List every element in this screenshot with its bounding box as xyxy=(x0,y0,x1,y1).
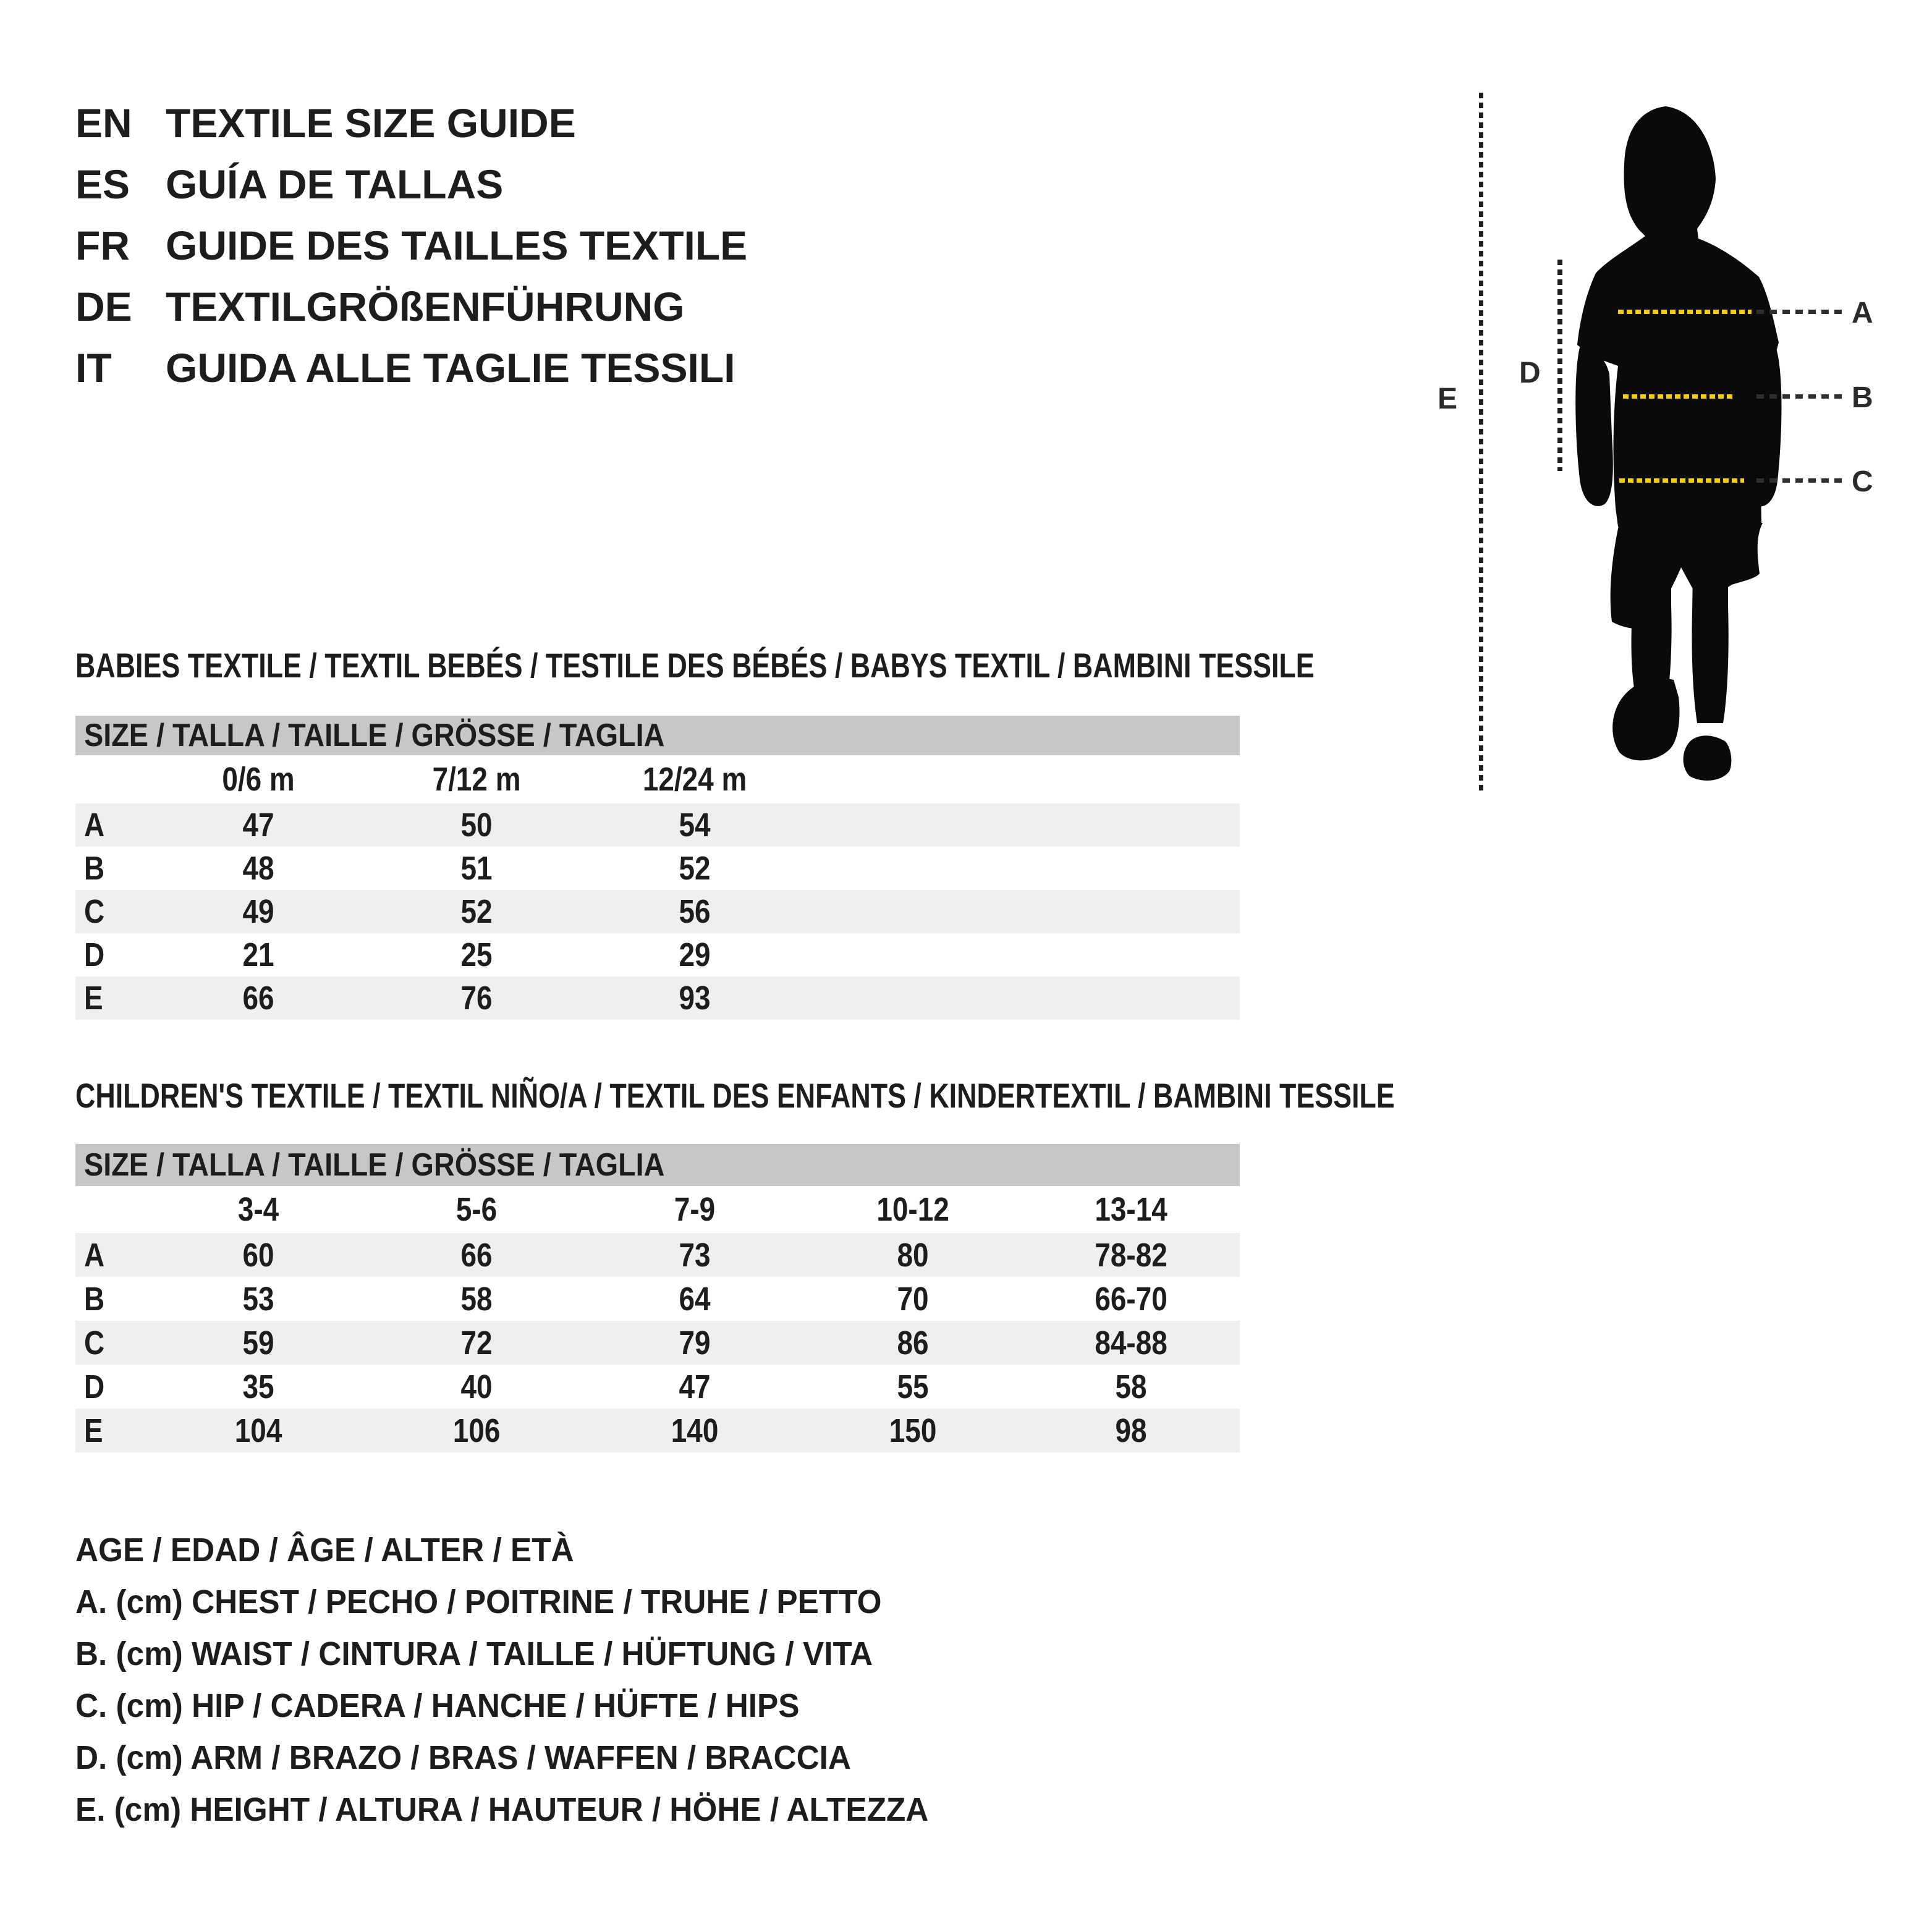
value-text: 93 xyxy=(679,980,711,1017)
value-text: 47 xyxy=(242,807,274,844)
value-text: 86 xyxy=(897,1324,929,1362)
value-text: 66 xyxy=(242,980,274,1017)
list-item xyxy=(75,337,747,399)
section-title-text: BABIES TEXTILE / TEXTIL BEBÉS / TESTILE DES BÉBÉS / BABYS TEXTIL / BAMBINI TESSILE xyxy=(75,646,1315,685)
value-cell xyxy=(368,1368,586,1406)
value-cell xyxy=(1022,1412,1240,1450)
measure-label-height: E xyxy=(1438,383,1458,415)
size-header-text: SIZE / TALLA / TAILLE / GRÖSSE / TAGLIA xyxy=(84,1147,665,1183)
column-header-text: 7-9 xyxy=(674,1191,716,1228)
value-cell xyxy=(150,892,368,931)
measure-label-arm: D xyxy=(1519,357,1541,389)
row-label-text: B xyxy=(84,1280,105,1318)
value-text: 59 xyxy=(242,1324,274,1362)
chest-measure-dashed-line xyxy=(1618,310,1752,314)
legend-text: B. (cm) WAIST / CINTURA / TAILLE / HÜFTUNG / VITA xyxy=(75,1635,873,1672)
value-text: 53 xyxy=(242,1280,274,1318)
value-cell xyxy=(368,892,586,931)
value-text: 21 xyxy=(242,936,274,973)
value-text: 55 xyxy=(897,1368,929,1405)
value-cell xyxy=(368,849,586,888)
value-cell xyxy=(586,1368,804,1406)
table-row xyxy=(75,847,1240,890)
row-label xyxy=(75,806,150,844)
value-cell xyxy=(1022,1368,1240,1406)
row-label-text: D xyxy=(84,936,105,973)
language-title: GUIDE DES TAILLES TEXTILE xyxy=(166,222,748,268)
waist-measure-leader-line xyxy=(1756,394,1844,399)
value-text: 50 xyxy=(460,807,493,844)
column-header xyxy=(803,1190,1022,1229)
value-text: 56 xyxy=(679,893,711,930)
language-title: GUIDA ALLE TAGLIE TESSILI xyxy=(166,345,735,391)
column-header-text: 0/6 m xyxy=(222,761,295,798)
row-label xyxy=(75,1412,150,1450)
row-label-text: E xyxy=(84,1412,103,1449)
row-label-text: A xyxy=(84,807,105,844)
language-title: GUÍA DE TALLAS xyxy=(166,161,504,207)
value-cell xyxy=(586,1412,804,1450)
list-item xyxy=(75,276,747,337)
value-cell xyxy=(1022,1280,1240,1318)
value-text: 58 xyxy=(1115,1368,1147,1405)
value-cell xyxy=(368,1280,586,1318)
section-title-text: CHILDREN'S TEXTILE / TEXTIL NIÑO/A / TEXTIL DES ENFANTS / KINDERTEXTIL / BAMBINI TESSILE xyxy=(75,1076,1395,1115)
column-header xyxy=(586,760,804,799)
measurement-legend xyxy=(75,1524,973,1836)
value-cell xyxy=(803,1368,1022,1406)
legend-text: D. (cm) ARM / BRAZO / BRAS / WAFFEN / BRACCIA xyxy=(75,1739,851,1776)
row-label-text: D xyxy=(84,1368,105,1405)
column-header xyxy=(150,1190,368,1229)
value-cell xyxy=(368,1236,586,1274)
legend-line-chest xyxy=(75,1576,973,1628)
value-text: 60 xyxy=(242,1236,274,1274)
column-header-text: 12/24 m xyxy=(642,761,747,798)
column-header xyxy=(368,760,586,799)
value-cell xyxy=(150,1236,368,1274)
value-cell xyxy=(803,1412,1022,1450)
value-cell xyxy=(803,1324,1022,1362)
value-cell xyxy=(1022,1324,1240,1362)
value-text: 35 xyxy=(242,1368,274,1405)
value-text: 104 xyxy=(235,1412,282,1449)
row-label-text: E xyxy=(84,980,103,1017)
babies-size-table xyxy=(75,716,1240,1020)
row-label-text: A xyxy=(84,1236,105,1274)
list-item xyxy=(75,215,747,276)
row-label xyxy=(75,1368,150,1406)
language-title-list xyxy=(75,93,747,399)
value-cell xyxy=(368,1324,586,1362)
column-header-text: 10-12 xyxy=(876,1191,949,1228)
legend-line-height xyxy=(75,1784,973,1836)
language-title: TEXTILGRÖßENFÜHRUNG xyxy=(166,284,685,329)
value-text: 84-88 xyxy=(1094,1324,1167,1362)
value-cell xyxy=(368,1412,586,1450)
column-header xyxy=(368,1190,586,1229)
table-header-bar xyxy=(75,716,1240,755)
row-label xyxy=(75,936,150,974)
row-label-text: C xyxy=(84,893,105,930)
measure-label-waist: B xyxy=(1852,381,1873,414)
value-text: 79 xyxy=(679,1324,711,1362)
row-label xyxy=(75,1280,150,1318)
table-header-bar xyxy=(75,1144,1240,1186)
table-row xyxy=(75,1365,1240,1409)
arm-measure-dotted-line xyxy=(1557,260,1562,471)
value-cell xyxy=(150,849,368,888)
value-text: 48 xyxy=(242,850,274,887)
value-cell xyxy=(586,1236,804,1274)
value-cell xyxy=(150,806,368,844)
chest-measure-leader-line xyxy=(1756,310,1844,314)
value-text: 40 xyxy=(460,1368,493,1405)
measure-label-hip: C xyxy=(1852,465,1873,498)
language-title: TEXTILE SIZE GUIDE xyxy=(166,100,576,146)
column-header-text: 5-6 xyxy=(456,1191,498,1228)
value-text: 106 xyxy=(452,1412,501,1449)
legend-text: E. (cm) HEIGHT / ALTURA / HAUTEUR / HÖHE / ALTEZZA xyxy=(75,1791,929,1828)
value-cell xyxy=(1022,1236,1240,1274)
row-label xyxy=(75,979,150,1017)
value-cell xyxy=(150,1412,368,1450)
column-header-text: 7/12 m xyxy=(432,761,521,798)
value-cell xyxy=(150,1324,368,1362)
value-cell xyxy=(586,892,804,931)
value-cell xyxy=(586,1324,804,1362)
value-text: 66-70 xyxy=(1094,1280,1167,1318)
table-row xyxy=(75,1233,1240,1277)
row-label xyxy=(75,849,150,888)
value-text: 51 xyxy=(460,850,493,887)
legend-line-waist xyxy=(75,1628,973,1680)
height-measure-dotted-line xyxy=(1479,93,1483,792)
table-row xyxy=(75,803,1240,847)
value-text: 58 xyxy=(460,1280,493,1318)
value-text: 64 xyxy=(679,1280,711,1318)
language-code: FR xyxy=(75,222,130,268)
value-text: 98 xyxy=(1115,1412,1147,1449)
value-cell xyxy=(150,1280,368,1318)
value-text: 25 xyxy=(460,936,493,973)
value-cell xyxy=(586,979,804,1017)
value-cell xyxy=(586,1280,804,1318)
value-cell xyxy=(150,936,368,974)
row-label-text: B xyxy=(84,850,105,887)
value-text: 54 xyxy=(679,807,711,844)
value-text: 29 xyxy=(679,936,711,973)
value-text: 47 xyxy=(679,1368,711,1405)
value-text: 52 xyxy=(679,850,711,887)
table-row xyxy=(75,1277,1240,1321)
legend-text: C. (cm) HIP / CADERA / HANCHE / HÜFTE / HIPS xyxy=(75,1687,800,1724)
table-row xyxy=(75,1409,1240,1452)
value-text: 73 xyxy=(679,1236,711,1274)
measure-label-chest: A xyxy=(1852,297,1873,329)
language-code: EN xyxy=(75,100,132,146)
value-cell xyxy=(803,1236,1022,1274)
value-text: 140 xyxy=(671,1412,719,1449)
value-cell xyxy=(368,806,586,844)
value-cell xyxy=(586,849,804,888)
value-cell xyxy=(150,1368,368,1406)
row-label xyxy=(75,892,150,931)
value-text: 72 xyxy=(460,1324,493,1362)
table-row xyxy=(75,1321,1240,1365)
waist-measure-dashed-line xyxy=(1623,394,1733,399)
language-code: IT xyxy=(75,345,112,391)
language-code: DE xyxy=(75,284,132,329)
table-row xyxy=(75,933,1240,977)
row-label-text: C xyxy=(84,1324,105,1362)
column-header-text: 3-4 xyxy=(238,1191,279,1228)
value-text: 49 xyxy=(242,893,274,930)
value-text: 78-82 xyxy=(1094,1236,1167,1274)
table-column-header-row xyxy=(75,1186,1240,1233)
value-cell xyxy=(586,806,804,844)
value-text: 150 xyxy=(889,1412,937,1449)
value-text: 66 xyxy=(460,1236,493,1274)
legend-text: AGE / EDAD / ÂGE / ALTER / ETÀ xyxy=(75,1532,574,1569)
row-label xyxy=(75,1324,150,1362)
row-label xyxy=(75,1236,150,1274)
table-column-header-row xyxy=(75,755,1240,803)
column-header xyxy=(586,1190,804,1229)
size-header-text: SIZE / TALLA / TAILLE / GRÖSSE / TAGLIA xyxy=(84,718,665,753)
hip-measure-dashed-line xyxy=(1619,478,1744,483)
column-header xyxy=(150,760,368,799)
value-text: 80 xyxy=(897,1236,929,1274)
table-row xyxy=(75,977,1240,1020)
value-cell xyxy=(586,936,804,974)
table-row xyxy=(75,890,1240,933)
list-item xyxy=(75,93,747,154)
section-title-babies xyxy=(75,645,1624,685)
value-text: 76 xyxy=(460,980,493,1017)
legend-line-age xyxy=(75,1524,973,1576)
value-cell xyxy=(368,936,586,974)
value-text: 52 xyxy=(460,893,493,930)
legend-line-arm xyxy=(75,1732,973,1784)
list-item xyxy=(75,154,747,215)
column-header-text: 13-14 xyxy=(1094,1191,1167,1228)
child-silhouette xyxy=(1539,99,1817,791)
value-cell xyxy=(368,979,586,1017)
language-code: ES xyxy=(75,161,130,207)
section-title-children xyxy=(75,1075,1724,1116)
value-text: 70 xyxy=(897,1280,929,1318)
column-header xyxy=(1022,1190,1240,1229)
legend-text: A. (cm) CHEST / PECHO / POITRINE / TRUHE / PETTO xyxy=(75,1583,882,1621)
children-size-table xyxy=(75,1144,1240,1452)
value-cell xyxy=(150,979,368,1017)
hip-measure-leader-line xyxy=(1756,478,1844,483)
value-cell xyxy=(803,1280,1022,1318)
legend-line-hip xyxy=(75,1680,973,1732)
